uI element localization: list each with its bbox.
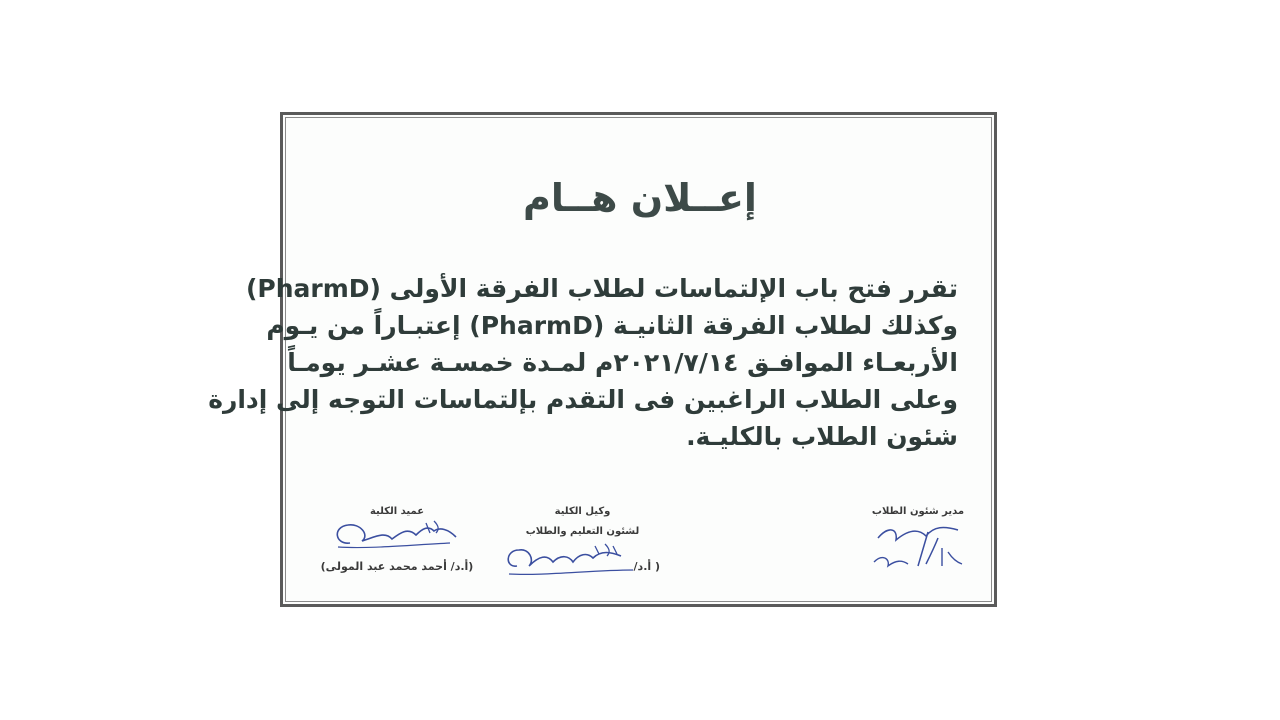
vice-dean-role-detail: لشئون التعليم والطلاب xyxy=(525,526,640,537)
announcement-title: إعــلان هــام xyxy=(523,176,757,220)
vice-dean-handwritten-signature xyxy=(503,540,638,580)
announcement-line: تقرر فتح باب الإلتماسات لطلاب الفرقة الأولى (PharmD) xyxy=(245,274,958,303)
vice-dean-role: وكيل الكلية xyxy=(554,506,611,517)
announcement-line: وكذلك لطلاب الفرقة الثانيـة (PharmD) إعتبـاراً من يـوم xyxy=(266,311,958,340)
dean-handwritten-signature xyxy=(330,515,460,555)
director-role: مدير شئون الطلاب xyxy=(871,506,965,517)
vice-dean-name: ( أ.د/ xyxy=(633,560,660,573)
dean-name: (أ.د/ أحمد محمد عبد المولى) xyxy=(320,560,474,573)
announcement-line: الأربعـاء الموافـق ٢٠٢١/٧/١٤م لمـدة خمسـة عشـر يومـاً xyxy=(287,348,958,377)
announcement-body xyxy=(208,270,958,455)
announcement-line: شئون الطلاب بالكليـة. xyxy=(686,422,958,451)
dean-role: عميد الكلية xyxy=(369,506,425,517)
announcement-line: وعلى الطلاب الراغبين فى التقدم بإلتماسات التوجه إلى إدارة xyxy=(208,385,958,414)
director-handwritten-signature xyxy=(868,518,968,573)
director-signature-block xyxy=(868,505,968,519)
vice-dean-signature-block xyxy=(495,505,670,573)
